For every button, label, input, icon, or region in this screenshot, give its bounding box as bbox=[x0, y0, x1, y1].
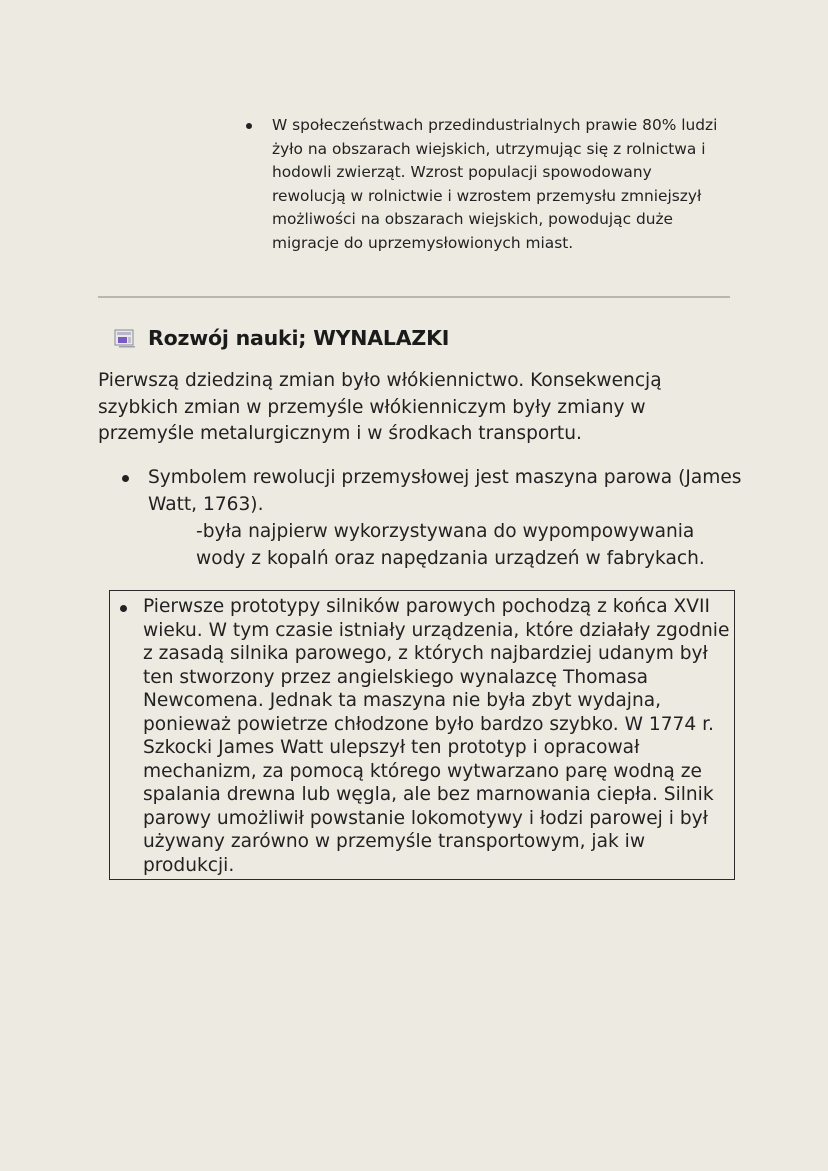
history-box bbox=[109, 590, 735, 880]
intro-paragraph: Pierwszą dziedziną zmian było włókiennictwo. Konsekwencją szybkich zmian w przemyśle włókienniczym były zmiany w przemyśle metalurgicznym i w środkach transportu. bbox=[98, 370, 662, 444]
document-icon bbox=[114, 328, 136, 348]
steam-engine-bullet-text: Symbolem rewolucji przemysłowej jest maszyna parowa (James Watt, 1763). bbox=[148, 467, 742, 515]
migration-bullet-text: W społeczeństwach przedindustrialnych prawie 80% ludzi żyło na obszarach wiejskich, utrzymując się z rolnictwa i hodowli zwierząt. Wzrost populacji spowodowany rewolucją w rolnictwie i wzrostem przemysłu zmniejszył możliwości na obszarach wiejskich, powodując duże migracje do uprzemysłowionych miast. bbox=[272, 116, 718, 252]
bullet-dot bbox=[122, 475, 129, 482]
steam-engine-subnote: -była najpierw wykorzystywana do wypompowywania wody z kopalń oraz napędzania urządzeń w fabrykach. bbox=[196, 521, 705, 569]
steam-engine-bullet bbox=[122, 464, 742, 572]
migration-bullet bbox=[246, 114, 726, 255]
bullet-dot bbox=[120, 605, 127, 612]
history-box-text: Pierwsze prototypy silników parowych pochodzą z końca XVII wieku. W tym czasie istniały urządzenia, które działały zgodnie z zasadą silnika parowego, z których najbardziej udanym był ten stworzony przez angielskiego wynalazcę Thomasa Newcomena. Jednak ta maszyna nie była zbyt wydajna, ponieważ powietrze chłodzone było bardzo szybko. W 1774 r. Szkocki James Watt ulepszył ten prototyp i opracował mechanizm, za pomocą którego wytwarzano parę wodną ze spalania drewna lub węgla, ale bez marnowania ciepła. Silnik parowy umożliwił powstanie lokomotywy i łodzi parowej i był używany zarówno w przemyśle transportowym, jak iw produkcji. bbox=[143, 596, 730, 876]
bullet-dot bbox=[246, 123, 252, 129]
section-heading bbox=[114, 326, 449, 350]
section-title: Rozwój nauki; WYNALAZKI bbox=[148, 326, 450, 350]
section-divider bbox=[98, 296, 730, 298]
